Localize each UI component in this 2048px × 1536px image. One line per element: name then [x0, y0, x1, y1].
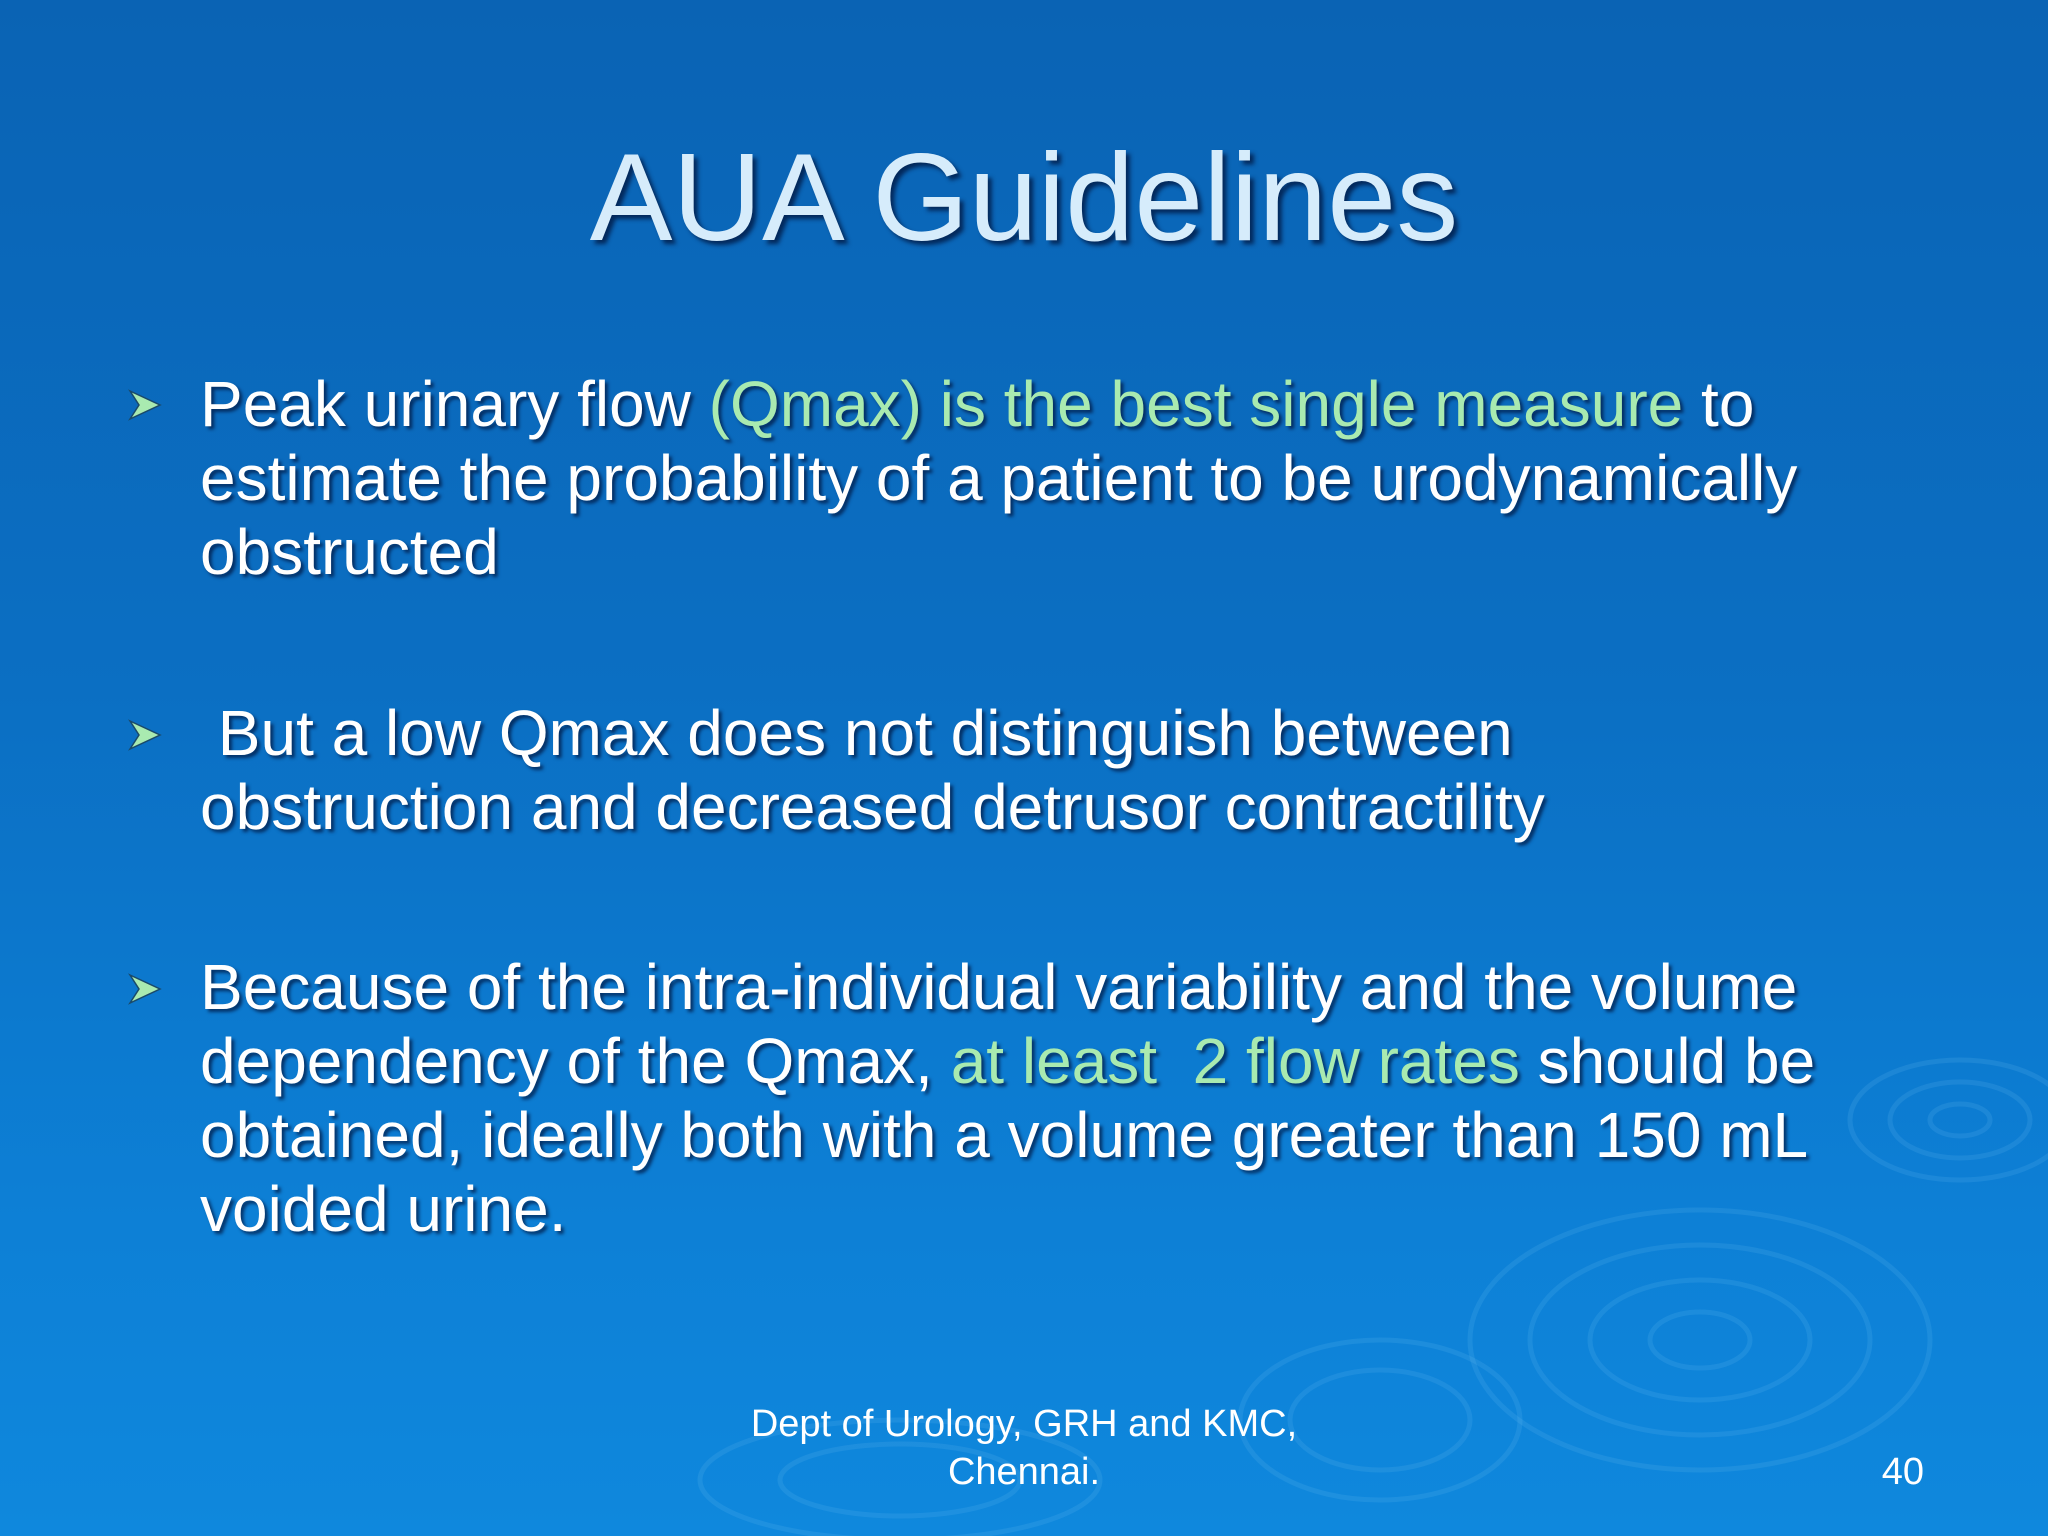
slide-number: 40 [1881, 1451, 1924, 1493]
text-run: Peak urinary flow [200, 368, 709, 440]
text-run: obstruction and decreased detrusor contractility [200, 771, 1545, 843]
bullet-line [200, 1024, 1940, 1098]
text-run: should be [1519, 1025, 1816, 1097]
text-run: But a low Qmax does not distinguish between [200, 697, 1513, 769]
highlighted-text-run: at least 2 flow rates [950, 1025, 1520, 1097]
text-run: estimate the probability of a patient to be urodynamically [200, 442, 1798, 514]
text-run: obstructed [200, 516, 499, 588]
bullet-line [200, 515, 1940, 589]
highlighted-text-run: (Qmax) is the best single measure [708, 368, 1684, 440]
bullet-line [200, 1172, 1940, 1246]
bullet-line [200, 1098, 1940, 1172]
text-run: obtained, ideally both with a volume greater than 150 mL [200, 1099, 1809, 1171]
bullet-text [200, 367, 1940, 589]
footer-line: Dept of Urology, GRH and KMC, [750, 1403, 1298, 1445]
bullet-line [200, 367, 1940, 441]
bullet-text [200, 696, 1940, 844]
bullet-line [200, 441, 1940, 515]
text-run: Because of the intra-individual variability and the volume [200, 951, 1798, 1023]
bullet-line [200, 696, 1940, 770]
text-run: dependency of the Qmax, [200, 1025, 951, 1097]
slide-title: AUA Guidelines [589, 129, 1459, 267]
text-run: to [1683, 368, 1755, 440]
bullet-line [200, 950, 1940, 1024]
arrowhead-bullet-icon [128, 972, 162, 1006]
bullet-line [200, 770, 1940, 844]
bullet-text [200, 950, 1940, 1246]
arrowhead-bullet-icon [128, 718, 162, 752]
text-run: voided urine. [200, 1173, 567, 1245]
footer-line: Chennai. [947, 1451, 1101, 1493]
slide-footer [624, 1400, 1424, 1496]
arrowhead-bullet-icon [128, 388, 162, 422]
